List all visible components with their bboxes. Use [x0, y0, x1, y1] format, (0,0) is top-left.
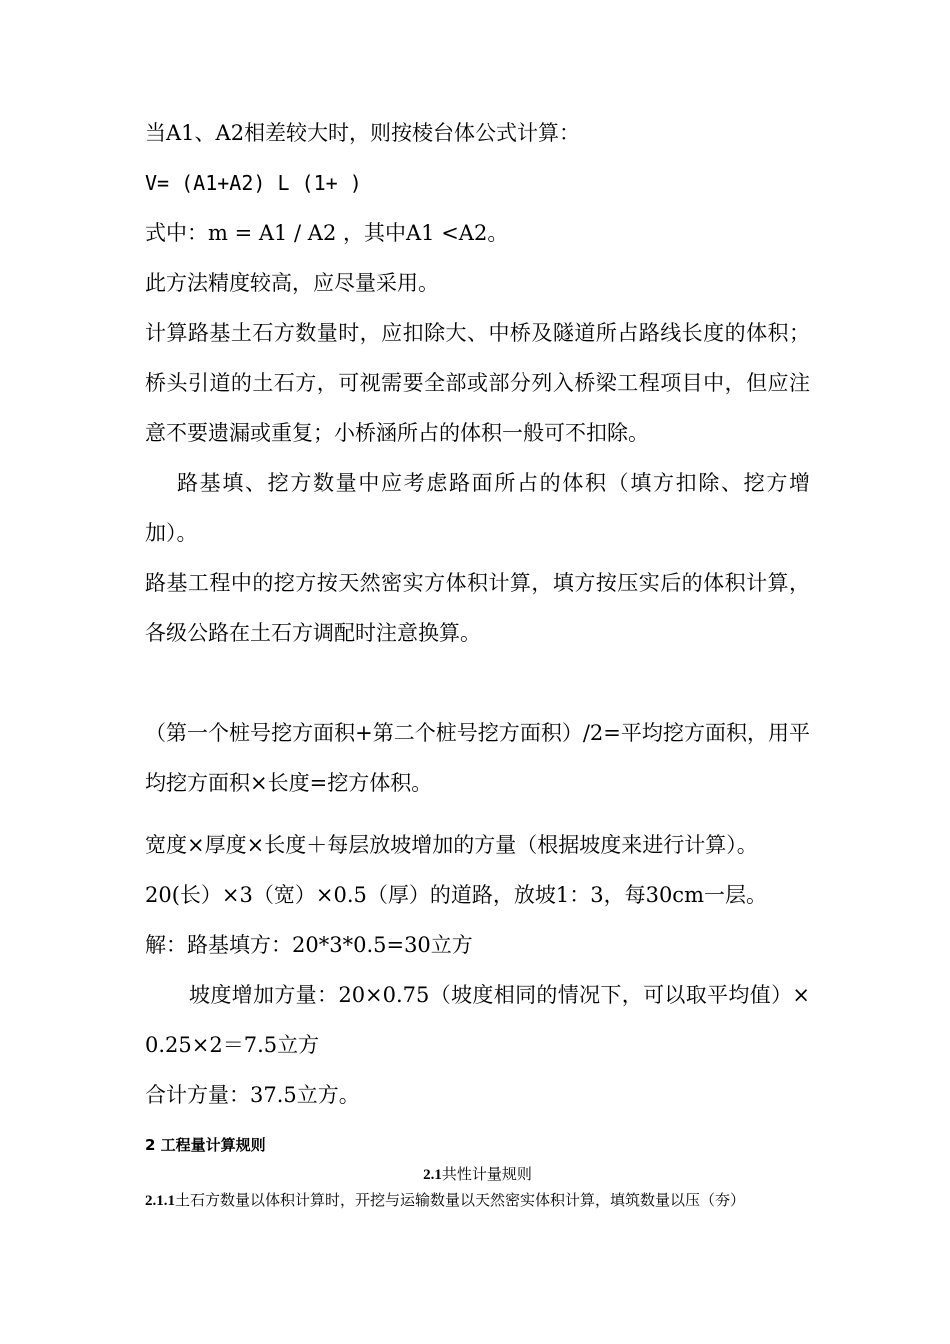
subsection-heading: [145, 1164, 810, 1186]
paragraph-cut-fill-rule: 路基工程中的挖方按天然密实方体积计算，填方按压实后的体积计算，各级公路在土石方调配时注意换算。: [145, 571, 810, 645]
clause-text: 土石方数量以体积计算时，开挖与运输数量以天然密实体积计算，填筑数量以压（夯）: [175, 1193, 746, 1209]
calculation-rules-section: [145, 1134, 810, 1212]
paragraph-frustum-formula-intro: 当A1、A2相差较大时，则按棱台体公式计算：: [145, 121, 581, 145]
document-body: [145, 108, 810, 1120]
paragraph-slope-increase: 坡度增加方量：20×0.75（坡度相同的情况下，可以取平均值）×0.25×2＝7.5立方: [145, 983, 810, 1057]
subsection-title: 共性计量规则: [441, 1167, 532, 1183]
paragraph-average-area-method: （第一个桩号挖方面积+第二个桩号挖方面积）/2=平均挖方面积，用平均挖方面积×长度=挖方体积。: [145, 721, 810, 795]
section-heading: 2 工程量计算规则: [145, 1136, 266, 1154]
spacer: [145, 658, 810, 708]
spacer: [145, 808, 810, 820]
paragraph-solution-fill: 解：路基填方：20*3*0.5=30立方: [145, 933, 473, 957]
paragraph-volume-formula: V= (A1+A2) L (1+ ): [145, 171, 362, 195]
paragraph-pavement-volume: 路基填、挖方数量中应考虑路面所占的体积（填方扣除、挖方增加）。: [145, 471, 810, 545]
paragraph-precision-note: 此方法精度较高，应尽量采用。: [145, 271, 439, 295]
clause-2-1-1: [145, 1190, 810, 1212]
paragraph-deduction-rule: 计算路基土石方数量时，应扣除大、中桥及隧道所占路线长度的体积；桥头引道的土石方，可视需要全部或部分列入桥梁工程项目中，但应注意不要遗漏或重复；小桥涵所占的体积一般可不扣除。: [145, 321, 810, 445]
paragraph-total-volume: 合计方量：37.5立方。: [145, 1083, 360, 1107]
paragraph-slope-volume-formula: 宽度×厚度×长度＋每层放坡增加的方量（根据坡度来进行计算）。: [145, 833, 758, 857]
paragraph-example-problem: 20(长）×3（宽）×0.5（厚）的道路，放坡1：3，每30cm一层。: [145, 883, 767, 907]
subsection-number: 2.1: [423, 1167, 442, 1183]
paragraph-formula-definition: 式中：m = A1 / A2 ，其中A1 <A2。: [145, 221, 509, 245]
clause-number: 2.1.1: [145, 1193, 175, 1209]
